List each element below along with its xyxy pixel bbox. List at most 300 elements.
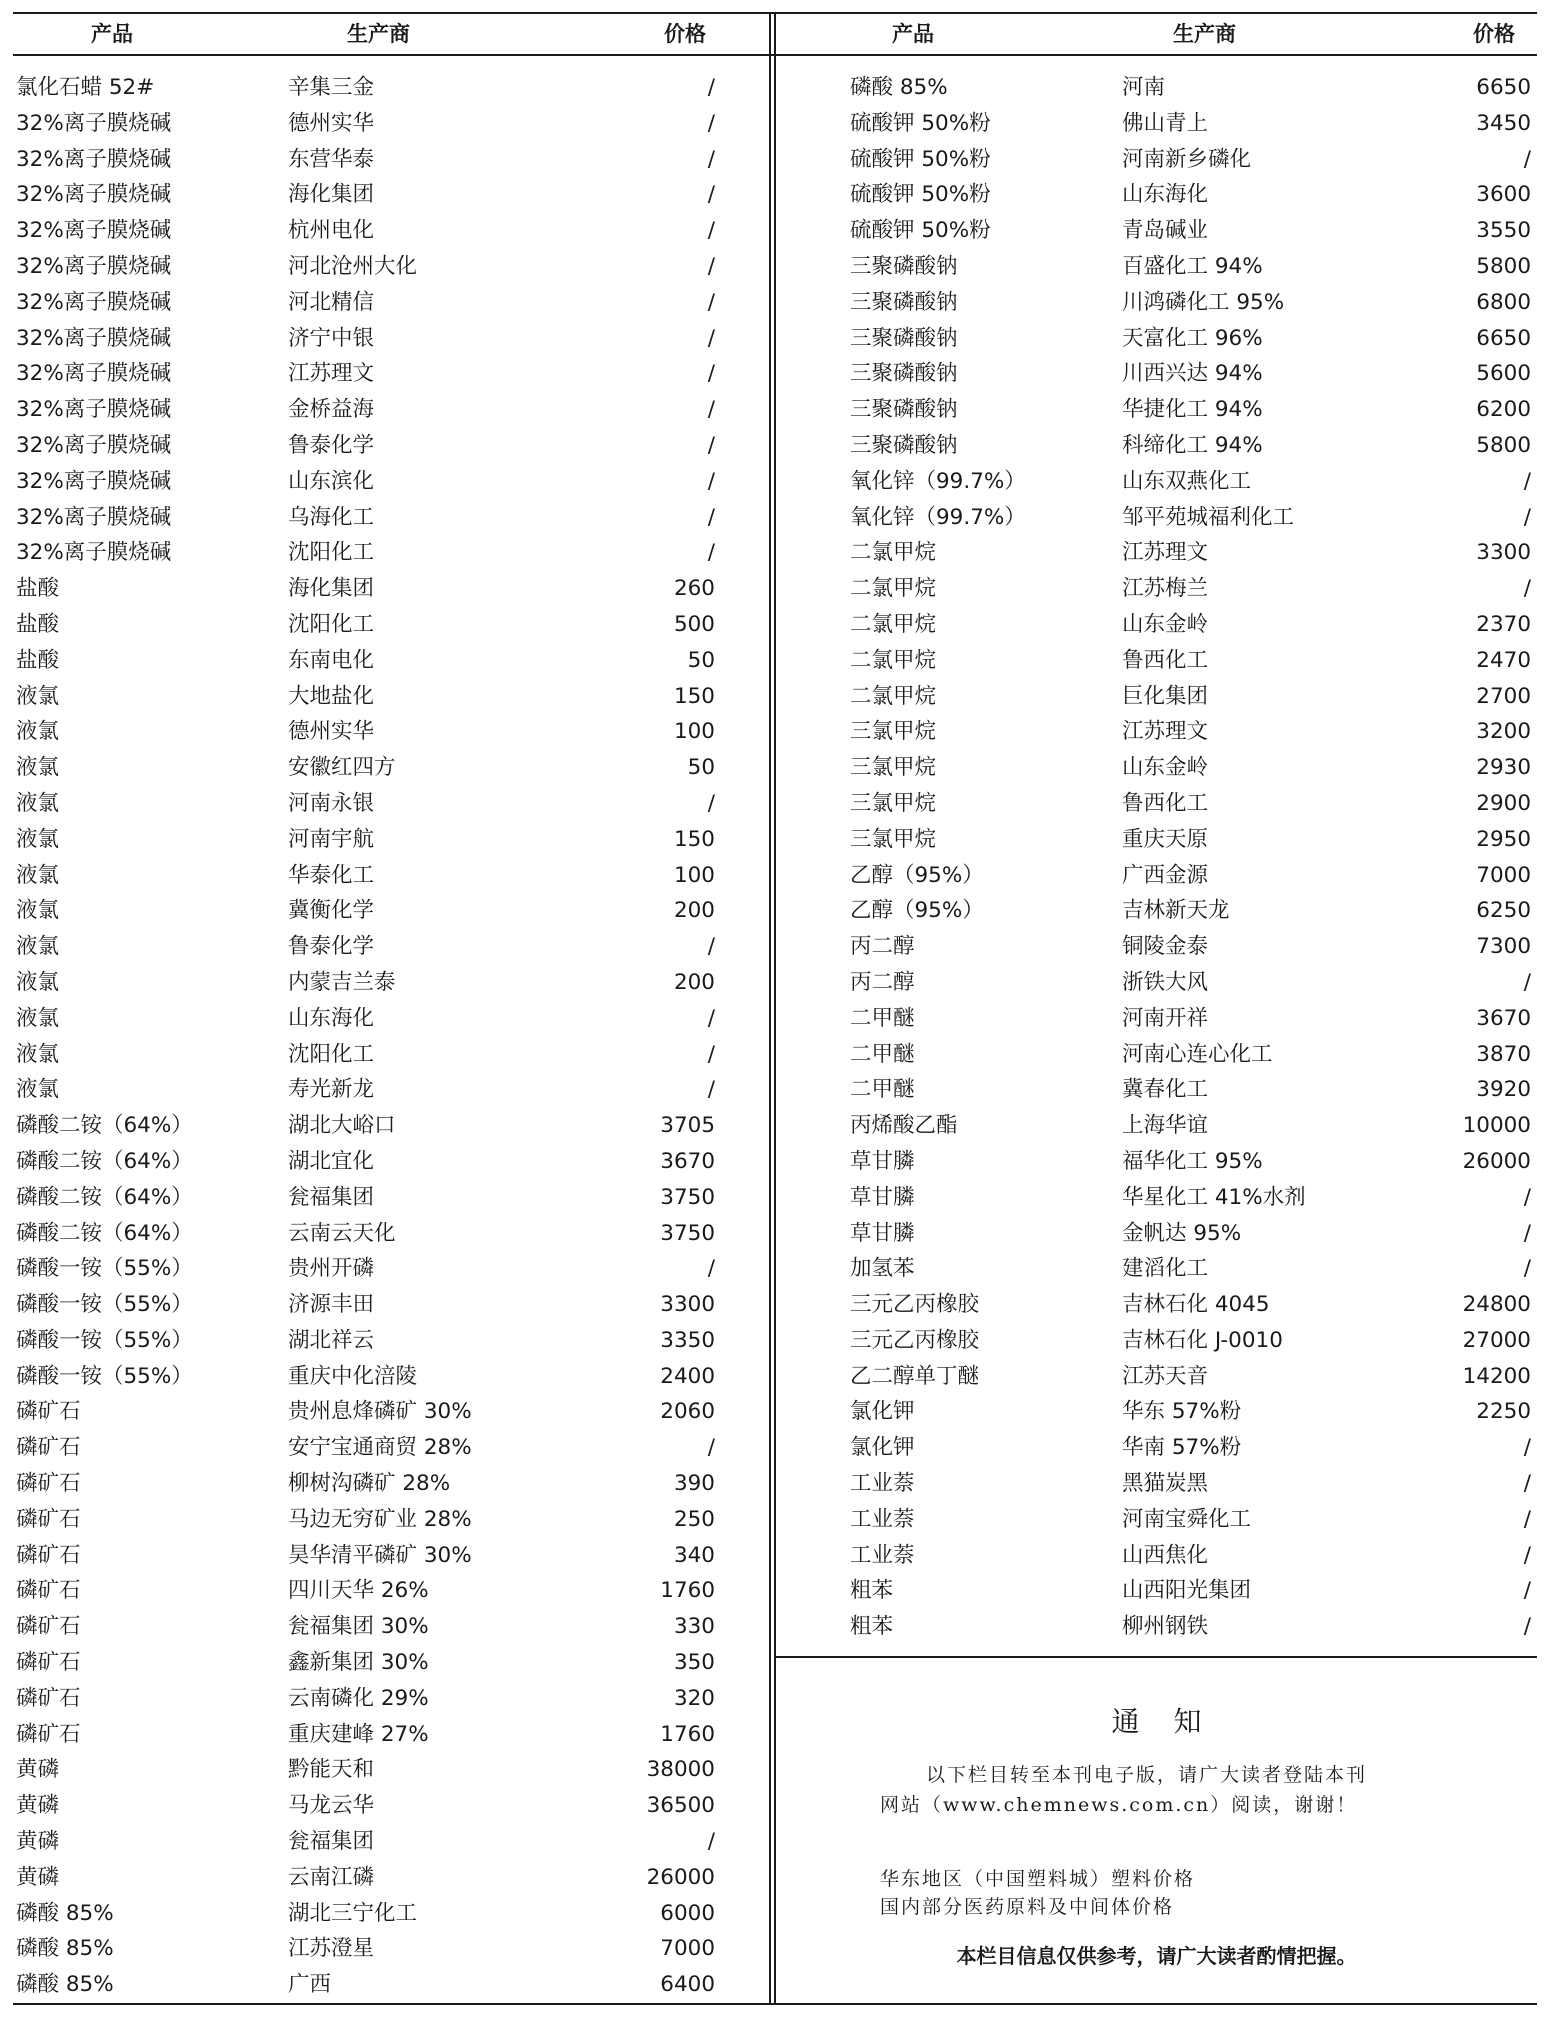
product-cell: 磷酸一铵（55%）: [16, 1363, 193, 1389]
table-row: [13, 106, 770, 142]
manufacturer-cell: 华星化工 41%水剂: [1122, 1184, 1306, 1210]
product-cell: 32%离子膜烧碱: [16, 146, 172, 172]
product-cell: 草甘膦: [850, 1184, 915, 1210]
manufacturer-cell: 河北沧州大化: [288, 253, 418, 279]
manufacturer-cell: 冀衡化学: [288, 898, 375, 924]
table-row: [13, 1788, 770, 1824]
product-cell: 32%离子膜烧碱: [16, 289, 172, 315]
table-row: [13, 1144, 770, 1180]
manufacturer-cell: 马龙云华: [288, 1793, 375, 1819]
price-cell: /: [1523, 1471, 1531, 1497]
price-cell: 2950: [1476, 826, 1531, 852]
product-cell: 磷酸 85%: [850, 75, 948, 100]
product-cell: 丙二醇: [850, 969, 915, 995]
product-cell: 粗苯: [850, 1578, 894, 1604]
product-cell: 磷酸一铵（55%）: [16, 1292, 193, 1318]
manufacturer-cell: 马边无穷矿业 28%: [288, 1506, 472, 1532]
product-cell: 液氯: [16, 790, 60, 816]
price-cell: 6000: [660, 1900, 715, 1926]
product-cell: 黄磷: [16, 1864, 60, 1890]
manufacturer-cell: 云南云天化: [288, 1220, 396, 1246]
price-cell: 26000: [646, 1864, 715, 1890]
manufacturer-cell: 寿光新龙: [288, 1077, 375, 1103]
manufacturer-cell: 海化集团: [288, 576, 375, 602]
manufacturer-cell: 鲁泰化学: [288, 934, 375, 960]
price-cell: 3550: [1476, 218, 1531, 244]
manufacturer-cell: 安徽红四方: [288, 755, 396, 781]
table-row: [13, 571, 770, 607]
notice-top-rule: [776, 1656, 1537, 1658]
product-cell: 32%离子膜烧碱: [16, 540, 172, 566]
manufacturer-cell: 鲁泰化学: [288, 432, 375, 458]
manufacturer-cell: 沈阳化工: [288, 611, 375, 637]
product-cell: 液氯: [16, 1077, 60, 1103]
manufacturer-cell: 山东海化: [1122, 182, 1209, 208]
price-cell: 6800: [1476, 289, 1531, 315]
price-cell: 2470: [1476, 647, 1531, 673]
manufacturer-cell: 山东金岭: [1122, 611, 1209, 637]
product-cell: 三聚磷酸钠: [850, 361, 958, 387]
product-cell: 二甲醚: [850, 1041, 915, 1067]
product-cell: 磷矿石: [16, 1650, 81, 1676]
right-table-header: [776, 12, 1537, 56]
table-row: [776, 1287, 1537, 1323]
manufacturer-cell: 鑫新集团 30%: [288, 1650, 429, 1676]
manufacturer-cell: 黑猫炭黑: [1122, 1471, 1209, 1497]
price-cell: 200: [673, 969, 715, 995]
product-cell: 硫酸钾 50%粉: [850, 218, 991, 244]
price-cell: /: [707, 397, 715, 423]
table-row: [13, 356, 770, 392]
table-row: [776, 893, 1537, 929]
price-cell: /: [707, 75, 715, 100]
price-cell: 7300: [1476, 934, 1531, 960]
manufacturer-cell: 重庆建峰 27%: [288, 1721, 429, 1747]
table-row: [776, 535, 1537, 571]
manufacturer-cell: 贵州开磷: [288, 1256, 375, 1282]
manufacturer-cell: 黔能天和: [288, 1757, 375, 1783]
product-cell: 盐酸: [16, 611, 60, 637]
manufacturer-cell: 河南心连心化工: [1122, 1041, 1273, 1067]
price-cell: 3300: [1476, 540, 1531, 566]
price-cell: 390: [673, 1471, 715, 1497]
product-cell: 二氯甲烷: [850, 540, 937, 566]
table-row: [776, 1108, 1537, 1144]
product-cell: 磷酸 85%: [16, 1936, 114, 1962]
manufacturer-cell: 杭州电化: [288, 218, 375, 244]
table-row: [13, 893, 770, 929]
product-cell: 三聚磷酸钠: [850, 397, 958, 423]
price-cell: 2930: [1476, 755, 1531, 781]
manufacturer-cell: 东南电化: [288, 647, 375, 673]
product-cell: 三元乙丙橡胶: [850, 1292, 980, 1318]
table-row: [13, 1037, 770, 1073]
price-cell: 7000: [1476, 862, 1531, 888]
price-cell: 3705: [660, 1113, 715, 1139]
price-cell: 10000: [1462, 1113, 1531, 1139]
price-cell: 2370: [1476, 611, 1531, 637]
table-row: [776, 249, 1537, 285]
price-cell: 24800: [1462, 1292, 1531, 1318]
product-cell: 磷酸二铵（64%）: [16, 1113, 193, 1139]
manufacturer-cell: 湖北大峪口: [288, 1113, 396, 1139]
table-row: [776, 822, 1537, 858]
product-cell: 三聚磷酸钠: [850, 253, 958, 279]
table-row: [776, 1072, 1537, 1108]
table-row: [13, 1967, 770, 2003]
product-cell: 二氯甲烷: [850, 611, 937, 637]
price-cell: 3200: [1476, 719, 1531, 745]
manufacturer-cell: 湖北宜化: [288, 1148, 375, 1174]
product-cell: 三元乙丙橡胶: [850, 1327, 980, 1353]
manufacturer-cell: 重庆天原: [1122, 826, 1209, 852]
manufacturer-cell: 浙铁大风: [1122, 969, 1209, 995]
product-cell: 磷酸二铵（64%）: [16, 1184, 193, 1210]
table-row: [776, 1144, 1537, 1180]
header-manufacturer: 生产商: [1173, 22, 1236, 46]
price-cell: /: [707, 1077, 715, 1103]
table-row: [776, 858, 1537, 894]
manufacturer-cell: 瓮福集团: [288, 1184, 375, 1210]
product-cell: 氯化钾: [850, 1399, 915, 1425]
price-cell: 26000: [1462, 1148, 1531, 1174]
manufacturer-cell: 上海华谊: [1122, 1113, 1209, 1139]
table-row: [13, 858, 770, 894]
price-cell: 3300: [660, 1292, 715, 1318]
price-cell: 340: [673, 1542, 715, 1568]
table-row: [776, 1323, 1537, 1359]
price-cell: 6400: [660, 1972, 715, 1998]
header-manufacturer: 生产商: [347, 22, 410, 46]
manufacturer-cell: 佛山青上: [1122, 110, 1209, 136]
manufacturer-cell: 江苏天音: [1122, 1363, 1209, 1389]
product-cell: 草甘膦: [850, 1148, 915, 1174]
header-product: 产品: [91, 22, 133, 46]
manufacturer-cell: 安宁宝通商贸 28%: [288, 1435, 472, 1461]
manufacturer-cell: 沈阳化工: [288, 540, 375, 566]
price-cell: 3450: [1476, 110, 1531, 136]
table-row: [13, 1108, 770, 1144]
product-cell: 液氯: [16, 969, 60, 995]
left-price-column: [13, 12, 770, 1998]
manufacturer-cell: 江苏梅兰: [1122, 576, 1209, 602]
table-row: [13, 1394, 770, 1430]
price-cell: /: [707, 540, 715, 566]
product-cell: 磷酸二铵（64%）: [16, 1220, 193, 1246]
manufacturer-cell: 贵州息烽磷矿 30%: [288, 1399, 472, 1425]
price-cell: 38000: [646, 1757, 715, 1783]
manufacturer-cell: 青岛碱业: [1122, 218, 1209, 244]
manufacturer-cell: 重庆中化涪陵: [288, 1363, 418, 1389]
product-cell: 磷酸一铵（55%）: [16, 1327, 193, 1353]
price-cell: 330: [673, 1614, 715, 1640]
price-cell: /: [1523, 1435, 1531, 1461]
table-row: [776, 965, 1537, 1001]
table-row: [13, 1860, 770, 1896]
table-row: [776, 1394, 1537, 1430]
manufacturer-cell: 四川天华 26%: [288, 1578, 429, 1604]
product-cell: 二氯甲烷: [850, 576, 937, 602]
price-cell: 7000: [660, 1936, 715, 1962]
table-row: [13, 965, 770, 1001]
table-row: [776, 1573, 1537, 1609]
price-cell: /: [707, 1256, 715, 1282]
price-cell: 27000: [1462, 1327, 1531, 1353]
price-cell: /: [1523, 1614, 1531, 1640]
manufacturer-cell: 内蒙吉兰泰: [288, 969, 396, 995]
manufacturer-cell: 湖北祥云: [288, 1327, 375, 1353]
header-product: 产品: [892, 22, 934, 46]
table-row: [13, 1323, 770, 1359]
table-row: [13, 321, 770, 357]
table-row: [13, 750, 770, 786]
price-cell: 1760: [660, 1721, 715, 1747]
price-cell: /: [707, 432, 715, 458]
price-cell: 36500: [646, 1793, 715, 1819]
price-cell: 260: [673, 576, 715, 602]
table-row: [776, 571, 1537, 607]
price-cell: 3670: [660, 1148, 715, 1174]
table-row: [13, 535, 770, 571]
price-cell: 3870: [1476, 1041, 1531, 1067]
product-cell: 氧化锌（99.7%）: [850, 504, 1026, 530]
product-cell: 磷矿石: [16, 1721, 81, 1747]
manufacturer-cell: 瓮福集团: [288, 1829, 375, 1855]
product-cell: 磷矿石: [16, 1471, 81, 1497]
product-cell: 氯化石蜡 52#: [16, 75, 155, 100]
notice-line-2: 网站（www.chemnews.com.cn）阅读，谢谢！: [880, 1794, 1358, 1816]
table-row: [776, 1001, 1537, 1037]
price-cell: 150: [673, 826, 715, 852]
price-cell: 3750: [660, 1184, 715, 1210]
price-cell: /: [707, 468, 715, 494]
table-row: [776, 607, 1537, 643]
manufacturer-cell: 福华化工 95%: [1122, 1148, 1263, 1174]
table-row: [776, 679, 1537, 715]
product-cell: 32%离子膜烧碱: [16, 218, 172, 244]
table-row: [776, 1466, 1537, 1502]
table-row: [13, 1001, 770, 1037]
price-cell: /: [707, 1435, 715, 1461]
price-cell: 6200: [1476, 397, 1531, 423]
table-row: [776, 1359, 1537, 1395]
manufacturer-cell: 山东海化: [288, 1005, 375, 1031]
manufacturer-cell: 柳树沟磷矿 28%: [288, 1471, 451, 1497]
price-cell: 14200: [1462, 1363, 1531, 1389]
price-cell: /: [1523, 1542, 1531, 1568]
price-cell: /: [1523, 504, 1531, 530]
manufacturer-cell: 百盛化工 94%: [1122, 253, 1263, 279]
product-cell: 三氯甲烷: [850, 755, 937, 781]
product-cell: 32%离子膜烧碱: [16, 361, 172, 387]
product-cell: 液氯: [16, 755, 60, 781]
price-cell: 50: [687, 755, 715, 781]
product-cell: 液氯: [16, 1005, 60, 1031]
table-row: [776, 356, 1537, 392]
price-cell: 5800: [1476, 253, 1531, 279]
price-cell: 6650: [1476, 75, 1531, 100]
product-cell: 粗苯: [850, 1614, 894, 1640]
product-cell: 乙醇（95%）: [850, 862, 984, 888]
manufacturer-cell: 辛集三金: [288, 75, 375, 100]
manufacturer-cell: 江苏理文: [288, 361, 375, 387]
left-table-header: [13, 12, 770, 56]
manufacturer-cell: 天富化工 96%: [1122, 325, 1263, 351]
price-cell: /: [1523, 1506, 1531, 1532]
product-cell: 磷矿石: [16, 1614, 81, 1640]
table-row: [13, 1251, 770, 1287]
price-cell: 2400: [660, 1363, 715, 1389]
notice-footer: 本栏目信息仅供参考，请广大读者酌情把握。: [956, 1944, 1357, 1968]
manufacturer-cell: 山东金岭: [1122, 755, 1209, 781]
price-cell: /: [707, 1005, 715, 1031]
table-row: [13, 285, 770, 321]
product-cell: 磷矿石: [16, 1399, 81, 1425]
product-cell: 硫酸钾 50%粉: [850, 146, 991, 172]
right-table-body: [776, 70, 1537, 1645]
product-cell: 磷酸 85%: [16, 1900, 114, 1926]
manufacturer-cell: 柳州钢铁: [1122, 1614, 1209, 1640]
product-cell: 磷矿石: [16, 1435, 81, 1461]
price-cell: /: [707, 182, 715, 208]
price-cell: /: [1523, 1220, 1531, 1246]
table-row: [13, 1502, 770, 1538]
table-row: [776, 1538, 1537, 1574]
table-row: [776, 929, 1537, 965]
price-cell: 500: [673, 611, 715, 637]
price-cell: 350: [673, 1650, 715, 1676]
bottom-rule: [13, 2003, 1537, 2005]
table-row: [13, 1287, 770, 1323]
manufacturer-cell: 河南新乡磷化: [1122, 146, 1252, 172]
table-row: [13, 1896, 770, 1932]
manufacturer-cell: 湖北三宁化工: [288, 1900, 418, 1926]
manufacturer-cell: 华南 57%粉: [1122, 1435, 1242, 1461]
manufacturer-cell: 乌海化工: [288, 504, 375, 530]
manufacturer-cell: 德州实华: [288, 110, 375, 136]
manufacturer-cell: 河南宝舜化工: [1122, 1506, 1252, 1532]
left-table-body: [13, 70, 770, 2003]
manufacturer-cell: 云南江磷: [288, 1864, 375, 1890]
table-row: [776, 392, 1537, 428]
manufacturer-cell: 华泰化工: [288, 862, 375, 888]
manufacturer-cell: 广西金源: [1122, 862, 1209, 888]
notice-box: [776, 1660, 1537, 2000]
product-cell: 三氯甲烷: [850, 790, 937, 816]
price-cell: /: [707, 1041, 715, 1067]
manufacturer-cell: 河南永银: [288, 790, 375, 816]
table-row: [13, 1717, 770, 1753]
manufacturer-cell: 江苏理文: [1122, 540, 1209, 566]
manufacturer-cell: 鲁西化工: [1122, 647, 1209, 673]
product-cell: 乙醇（95%）: [850, 898, 984, 924]
notice-line-3: 华东地区（中国塑料城）塑料价格: [880, 1868, 1196, 1890]
product-cell: 工业萘: [850, 1471, 915, 1497]
product-cell: 三聚磷酸钠: [850, 325, 958, 351]
product-cell: 液氯: [16, 826, 60, 852]
product-cell: 丙二醇: [850, 934, 915, 960]
product-cell: 液氯: [16, 1041, 60, 1067]
price-cell: /: [1523, 576, 1531, 602]
price-cell: /: [707, 361, 715, 387]
price-cell: 200: [673, 898, 715, 924]
price-cell: 150: [673, 683, 715, 709]
manufacturer-cell: 海化集团: [288, 182, 375, 208]
table-row: [776, 1216, 1537, 1252]
product-cell: 三聚磷酸钠: [850, 432, 958, 458]
price-cell: /: [1523, 468, 1531, 494]
table-row: [13, 1216, 770, 1252]
table-row: [776, 106, 1537, 142]
table-row: [13, 1430, 770, 1466]
price-cell: 1760: [660, 1578, 715, 1604]
table-row: [13, 929, 770, 965]
product-cell: 液氯: [16, 683, 60, 709]
manufacturer-cell: 山西焦化: [1122, 1542, 1209, 1568]
manufacturer-cell: 广西: [288, 1972, 332, 1998]
price-cell: /: [707, 218, 715, 244]
product-cell: 液氯: [16, 934, 60, 960]
product-cell: 三氯甲烷: [850, 826, 937, 852]
header-price: 价格: [1473, 22, 1515, 46]
manufacturer-cell: 巨化集团: [1122, 683, 1209, 709]
product-cell: 三氯甲烷: [850, 719, 937, 745]
table-row: [776, 321, 1537, 357]
product-cell: 工业萘: [850, 1506, 915, 1532]
table-row: [13, 1824, 770, 1860]
price-cell: 2900: [1476, 790, 1531, 816]
table-row: [776, 1037, 1537, 1073]
manufacturer-cell: 邹平苑城福利化工: [1122, 504, 1295, 530]
product-cell: 磷矿石: [16, 1506, 81, 1532]
manufacturer-cell: 江苏澄星: [288, 1936, 375, 1962]
table-row: [776, 714, 1537, 750]
price-cell: /: [707, 289, 715, 315]
right-price-column: [776, 12, 1537, 1640]
price-cell: 100: [673, 862, 715, 888]
price-cell: /: [1523, 146, 1531, 172]
product-cell: 二氯甲烷: [850, 683, 937, 709]
table-row: [13, 1681, 770, 1717]
table-row: [13, 643, 770, 679]
price-cell: /: [707, 253, 715, 279]
price-cell: 2700: [1476, 683, 1531, 709]
price-cell: 100: [673, 719, 715, 745]
product-cell: 磷矿石: [16, 1542, 81, 1568]
manufacturer-cell: 昊华清平磷矿 30%: [288, 1542, 472, 1568]
manufacturer-cell: 川鸿磷化工 95%: [1122, 289, 1285, 315]
table-row: [13, 392, 770, 428]
product-cell: 32%离子膜烧碱: [16, 253, 172, 279]
product-cell: 磷酸 85%: [16, 1972, 114, 1998]
product-cell: 液氯: [16, 719, 60, 745]
price-cell: /: [707, 790, 715, 816]
product-cell: 硫酸钾 50%粉: [850, 182, 991, 208]
product-cell: 32%离子膜烧碱: [16, 432, 172, 458]
product-cell: 液氯: [16, 898, 60, 924]
manufacturer-cell: 吉林石化 J-0010: [1122, 1327, 1283, 1353]
manufacturer-cell: 金桥益海: [288, 397, 375, 423]
product-cell: 32%离子膜烧碱: [16, 182, 172, 208]
manufacturer-cell: 河南开祥: [1122, 1005, 1209, 1031]
manufacturer-cell: 川西兴达 94%: [1122, 361, 1263, 387]
table-row: [776, 643, 1537, 679]
product-cell: 乙二醇单丁醚: [850, 1363, 980, 1389]
manufacturer-cell: 瓮福集团 30%: [288, 1614, 429, 1640]
manufacturer-cell: 江苏理文: [1122, 719, 1209, 745]
price-cell: /: [707, 934, 715, 960]
table-row: [13, 714, 770, 750]
